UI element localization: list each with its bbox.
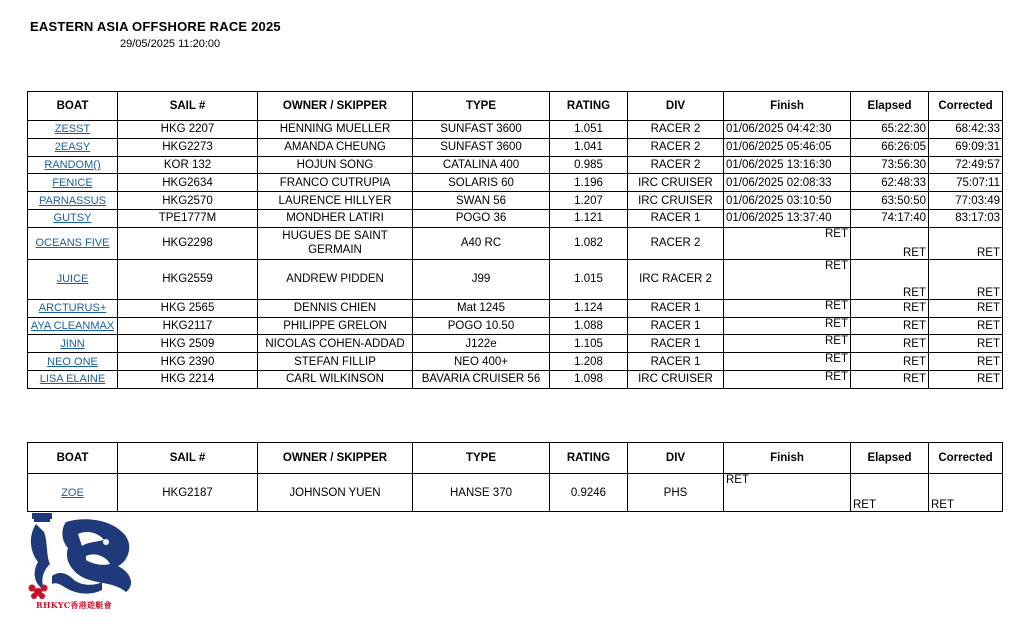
owner-cell: NICOLAS COHEN-ADDAD [258, 335, 413, 353]
col-header-corrected: Corrected [929, 92, 1003, 121]
table-row [28, 299, 1003, 317]
sail-cell: HKG2273 [118, 138, 258, 156]
div-cell: RACER 1 [628, 335, 724, 353]
boat-cell [28, 259, 118, 299]
boat-link[interactable]: AYA CLEANMAX [30, 319, 115, 332]
col-header-elapsed: Elapsed [851, 92, 929, 121]
col-header-sail: SAIL # [118, 92, 258, 121]
finish-cell: 01/06/2025 03:10:50 [724, 192, 851, 210]
type-cell: HANSE 370 [413, 474, 550, 512]
logo-text: RHKYC香港遊艇會 [36, 600, 112, 610]
div-cell: IRC CRUISER [628, 192, 724, 210]
col-header-sail: SAIL # [118, 443, 258, 474]
finish-cell: 01/06/2025 04:42:30 [724, 121, 851, 139]
type-cell: J99 [413, 259, 550, 299]
div-cell: RACER 1 [628, 317, 724, 335]
elapsed-cell: 73:56:30 [851, 156, 929, 174]
boat-link[interactable]: 2EASY [54, 141, 91, 154]
sail-cell: HKG2187 [118, 474, 258, 512]
results-table-phs [27, 442, 1003, 512]
elapsed-cell: RET [851, 317, 929, 335]
rating-cell: 1.121 [550, 209, 628, 227]
rating-cell: 1.088 [550, 317, 628, 335]
elapsed-cell: 63:50:50 [851, 192, 929, 210]
finish-cell: RET [724, 259, 851, 299]
elapsed-cell: 74:17:40 [851, 209, 929, 227]
div-cell: RACER 1 [628, 353, 724, 371]
boat-link[interactable]: ZESST [54, 123, 91, 136]
type-cell: Mat 1245 [413, 299, 550, 317]
sail-cell: KOR 132 [118, 156, 258, 174]
type-cell: POGO 10.50 [413, 317, 550, 335]
div-cell: RACER 1 [628, 299, 724, 317]
sail-cell: HKG 2214 [118, 370, 258, 388]
owner-cell: FRANCO CUTRUPIA [258, 174, 413, 192]
corrected-cell: RET [929, 317, 1003, 335]
rating-cell: 0.985 [550, 156, 628, 174]
corrected-cell: RET [929, 353, 1003, 371]
owner-cell: AMANDA CHEUNG [258, 138, 413, 156]
table-row [28, 138, 1003, 156]
table-row [28, 317, 1003, 335]
owner-cell: HENNING MUELLER [258, 121, 413, 139]
boat-link[interactable]: FENICE [52, 176, 93, 189]
elapsed-cell: RET [851, 259, 929, 299]
sail-cell: HKG 2207 [118, 121, 258, 139]
page-title: EASTERN ASIA OFFSHORE RACE 2025 [30, 19, 281, 34]
owner-cell: PHILIPPE GRELON [258, 317, 413, 335]
table-row [28, 174, 1003, 192]
rating-cell: 0.9246 [550, 474, 628, 512]
finish-cell: 01/06/2025 13:16:30 [724, 156, 851, 174]
sail-cell: HKG 2390 [118, 353, 258, 371]
table-row [28, 335, 1003, 353]
table-header-row [28, 92, 1003, 121]
boat-link[interactable]: ARCTURUS+ [38, 302, 107, 315]
div-cell: RACER 2 [628, 121, 724, 139]
table-row [28, 227, 1003, 259]
boat-cell [28, 370, 118, 388]
rating-cell: 1.208 [550, 353, 628, 371]
type-cell: SWAN 56 [413, 192, 550, 210]
boat-cell [28, 353, 118, 371]
table-row [28, 474, 1003, 512]
sail-cell: HKG2117 [118, 317, 258, 335]
elapsed-cell: RET [851, 299, 929, 317]
table-row [28, 209, 1003, 227]
elapsed-cell: 66:26:05 [851, 138, 929, 156]
div-cell: RACER 2 [628, 227, 724, 259]
div-cell: RACER 2 [628, 138, 724, 156]
corrected-cell: RET [929, 474, 1003, 512]
sail-cell: HKG2559 [118, 259, 258, 299]
rhkyc-logo [26, 512, 148, 612]
elapsed-cell: 65:22:30 [851, 121, 929, 139]
sail-cell: HKG2634 [118, 174, 258, 192]
boat-cell [28, 192, 118, 210]
boat-link[interactable]: PARNASSUS [38, 194, 107, 207]
boat-link[interactable]: OCEANS FIVE [35, 237, 110, 250]
finish-cell: 01/06/2025 02:08:33 [724, 174, 851, 192]
rating-cell: 1.105 [550, 335, 628, 353]
owner-cell: ANDREW PIDDEN [258, 259, 413, 299]
results-table [27, 91, 1003, 389]
type-cell: BAVARIA CRUISER 56 [413, 370, 550, 388]
corrected-cell: 75:07:11 [929, 174, 1003, 192]
corrected-cell: 72:49:57 [929, 156, 1003, 174]
rating-cell: 1.124 [550, 299, 628, 317]
type-cell: CATALINA 400 [413, 156, 550, 174]
sail-cell: TPE1777M [118, 209, 258, 227]
owner-cell: CARL WILKINSON [258, 370, 413, 388]
corrected-cell: 77:03:49 [929, 192, 1003, 210]
finish-cell: 01/06/2025 13:37:40 [724, 209, 851, 227]
boat-cell [28, 335, 118, 353]
owner-cell: STEFAN FILLIP [258, 353, 413, 371]
type-cell: POGO 36 [413, 209, 550, 227]
rating-cell: 1.051 [550, 121, 628, 139]
elapsed-cell: RET [851, 335, 929, 353]
boat-cell [28, 317, 118, 335]
table-row [28, 121, 1003, 139]
elapsed-cell: RET [851, 227, 929, 259]
rating-cell: 1.098 [550, 370, 628, 388]
boat-cell [28, 299, 118, 317]
type-cell: SUNFAST 3600 [413, 121, 550, 139]
table-row [28, 370, 1003, 388]
corrected-cell: RET [929, 299, 1003, 317]
boat-cell [28, 227, 118, 259]
div-cell: IRC RACER 2 [628, 259, 724, 299]
owner-cell: HUGUES DE SAINT GERMAIN [258, 227, 413, 259]
corrected-cell: RET [929, 259, 1003, 299]
col-header-corrected: Corrected [929, 443, 1003, 474]
type-cell: NEO 400+ [413, 353, 550, 371]
boat-cell [28, 209, 118, 227]
rating-cell: 1.082 [550, 227, 628, 259]
finish-cell: RET [724, 474, 851, 512]
sail-cell: HKG2570 [118, 192, 258, 210]
table-row [28, 259, 1003, 299]
corrected-cell: RET [929, 335, 1003, 353]
div-cell: RACER 1 [628, 209, 724, 227]
col-header-elapsed: Elapsed [851, 443, 929, 474]
owner-cell: DENNIS CHIEN [258, 299, 413, 317]
corrected-cell: 83:17:03 [929, 209, 1003, 227]
sail-cell: HKG 2565 [118, 299, 258, 317]
table-row [28, 156, 1003, 174]
col-header-rating: RATING [550, 443, 628, 474]
table-header-row [28, 443, 1003, 474]
type-cell: SOLARIS 60 [413, 174, 550, 192]
elapsed-cell: RET [851, 370, 929, 388]
corrected-cell: RET [929, 227, 1003, 259]
boat-cell [28, 174, 118, 192]
boat-cell [28, 138, 118, 156]
type-cell: J122e [413, 335, 550, 353]
col-header-boat: BOAT [28, 443, 118, 474]
boat-cell [28, 156, 118, 174]
finish-cell: RET [724, 335, 851, 353]
corrected-cell: 69:09:31 [929, 138, 1003, 156]
rating-cell: 1.196 [550, 174, 628, 192]
col-header-rating: RATING [550, 92, 628, 121]
dragon-crest-icon [26, 512, 148, 600]
col-header-type: TYPE [413, 443, 550, 474]
div-cell: IRC CRUISER [628, 174, 724, 192]
col-header-finish: Finish [724, 443, 851, 474]
owner-cell: HOJUN SONG [258, 156, 413, 174]
col-header-boat: BOAT [28, 92, 118, 121]
sail-cell: HKG2298 [118, 227, 258, 259]
boat-link[interactable]: JINN [60, 337, 85, 350]
col-header-div: DIV [628, 443, 724, 474]
report-timestamp: 29/05/2025 11:20:00 [120, 38, 221, 50]
elapsed-cell: RET [851, 474, 929, 512]
type-cell: SUNFAST 3600 [413, 138, 550, 156]
owner-cell: JOHNSON YUEN [258, 474, 413, 512]
table-row [28, 353, 1003, 371]
col-header-div: DIV [628, 92, 724, 121]
owner-cell: LAURENCE HILLYER [258, 192, 413, 210]
div-cell: IRC CRUISER [628, 370, 724, 388]
boat-link[interactable]: RANDOM() [44, 158, 101, 171]
sail-cell: HKG 2509 [118, 335, 258, 353]
finish-cell: RET [724, 370, 851, 388]
boat-link[interactable]: GUTSY [53, 212, 92, 225]
boat-link[interactable]: LISA ELAINE [39, 373, 106, 386]
rating-cell: 1.041 [550, 138, 628, 156]
rating-cell: 1.207 [550, 192, 628, 210]
owner-cell: MONDHER LATIRI [258, 209, 413, 227]
col-header-finish: Finish [724, 92, 851, 121]
boat-cell [28, 121, 118, 139]
boat-link[interactable]: NEO ONE [47, 355, 98, 368]
finish-cell: RET [724, 227, 851, 259]
corrected-cell: 68:42:33 [929, 121, 1003, 139]
col-header-owner: OWNER / SKIPPER [258, 443, 413, 474]
finish-cell: RET [724, 317, 851, 335]
elapsed-cell: RET [851, 353, 929, 371]
boat-link[interactable]: ZOE [61, 486, 84, 499]
col-header-owner: OWNER / SKIPPER [258, 92, 413, 121]
finish-cell: RET [724, 353, 851, 371]
finish-cell: 01/06/2025 05:46:05 [724, 138, 851, 156]
boat-link[interactable]: JUICE [56, 273, 89, 286]
table-row [28, 192, 1003, 210]
div-cell: PHS [628, 474, 724, 512]
div-cell: RACER 2 [628, 156, 724, 174]
boat-cell [28, 474, 118, 512]
type-cell: A40 RC [413, 227, 550, 259]
rating-cell: 1.015 [550, 259, 628, 299]
finish-cell: RET [724, 299, 851, 317]
col-header-type: TYPE [413, 92, 550, 121]
corrected-cell: RET [929, 370, 1003, 388]
elapsed-cell: 62:48:33 [851, 174, 929, 192]
